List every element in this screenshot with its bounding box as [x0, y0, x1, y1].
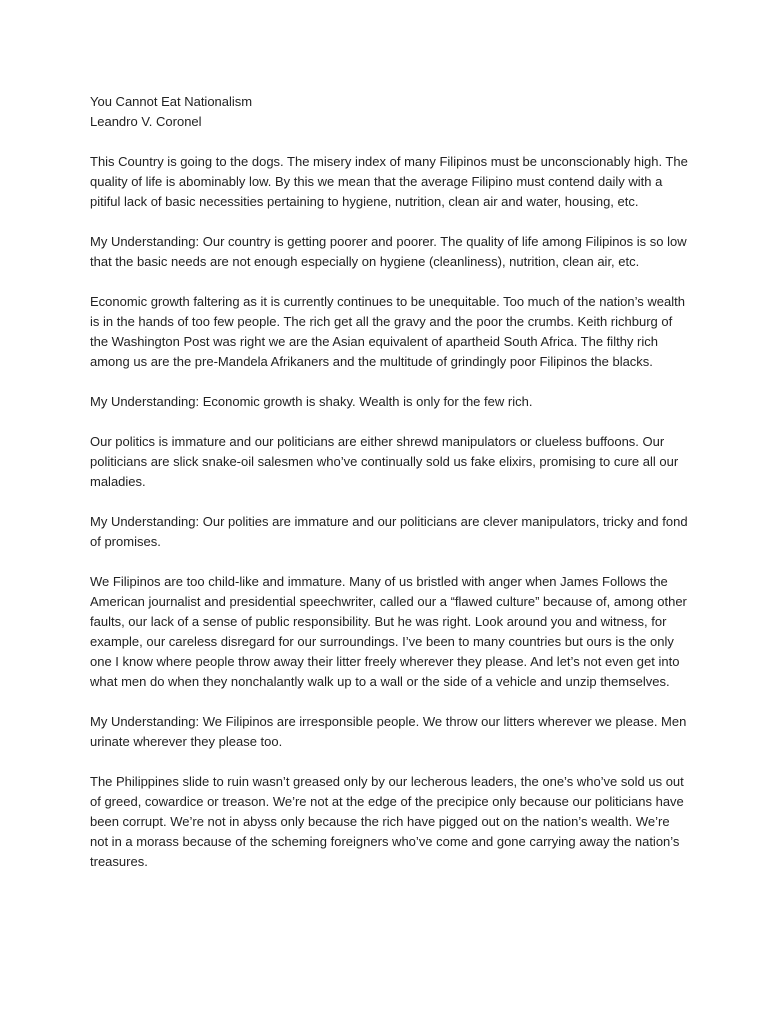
document-page — [90, 92, 690, 892]
paragraph-2: My Understanding: Our country is getting poorer and poorer. The quality of life among Filipinos is so low that the basic needs are not enough especially on hygiene (cleanliness), nutrition, clean air, etc. — [90, 234, 687, 269]
paragraph-7: We Filipinos are too child-like and immature. Many of us bristled with anger when James Follows the American journalist and presidential speechwriter, called our a “flawed culture” because of, among other faults, our lack of a sense of public responsibility. But he was right. Look around you and witness, for example, our careless disregard for our surroundings. I’ve been to many countries but ours is the only one I know where people throw away their litter freely wherever they please. And let’s not even get into what men do when they nonchalantly walk up to a wall or the side of a vehicle and unzip themselves. — [90, 574, 687, 689]
paragraph-3: Economic growth faltering as it is currently continues to be unequitable. Too much of the nation’s wealth is in the hands of too few people. The rich get all the gravy and the poor the crumbs. Keith richburg of the Washington Post was right we are the Asian equivalent of apartheid South Africa. The filthy rich among us are the pre-Mandela Afrikaners and the multitude of grindingly poor Filipinos the blacks. — [90, 294, 685, 369]
paragraph-9: The Philippines slide to ruin wasn’t greased only by our lecherous leaders, the one’s who’ve sold us out of greed, cowardice or treason. We’re not at the edge of the precipice only because our politicians have been corrupt. We’re not in abyss only because the rich have pigged out on the nation’s wealth. We’re not in a morass because of the scheming foreigners who’ve come and gone carrying away the nation’s treasures. — [90, 774, 684, 869]
paragraph-1: This Country is going to the dogs. The misery index of many Filipinos must be unconscionably high. The quality of life is abominably low. By this we mean that the average Filipino must contend daily with a pitiful lack of basic necessities pertaining to hygiene, nutrition, clean air and water, housing, etc. — [90, 154, 688, 209]
document-header — [90, 92, 690, 132]
paragraph-6: My Understanding: Our polities are immature and our politicians are clever manipulators, tricky and fond of promises. — [90, 514, 688, 549]
paragraph-8: My Understanding: We Filipinos are irresponsible people. We throw our litters wherever we please. Men urinate wherever they please too. — [90, 714, 687, 749]
paragraph-4: My Understanding: Economic growth is shaky. Wealth is only for the few rich. — [90, 394, 533, 409]
document-author: Leandro V. Coronel — [90, 114, 202, 129]
document-title: You Cannot Eat Nationalism — [90, 94, 253, 109]
paragraph-5: Our politics is immature and our politicians are either shrewd manipulators or clueless buffoons. Our politicians are slick snake-oil salesmen who’ve continually sold us fake elixirs, promising to cure all our maladies. — [90, 434, 679, 489]
